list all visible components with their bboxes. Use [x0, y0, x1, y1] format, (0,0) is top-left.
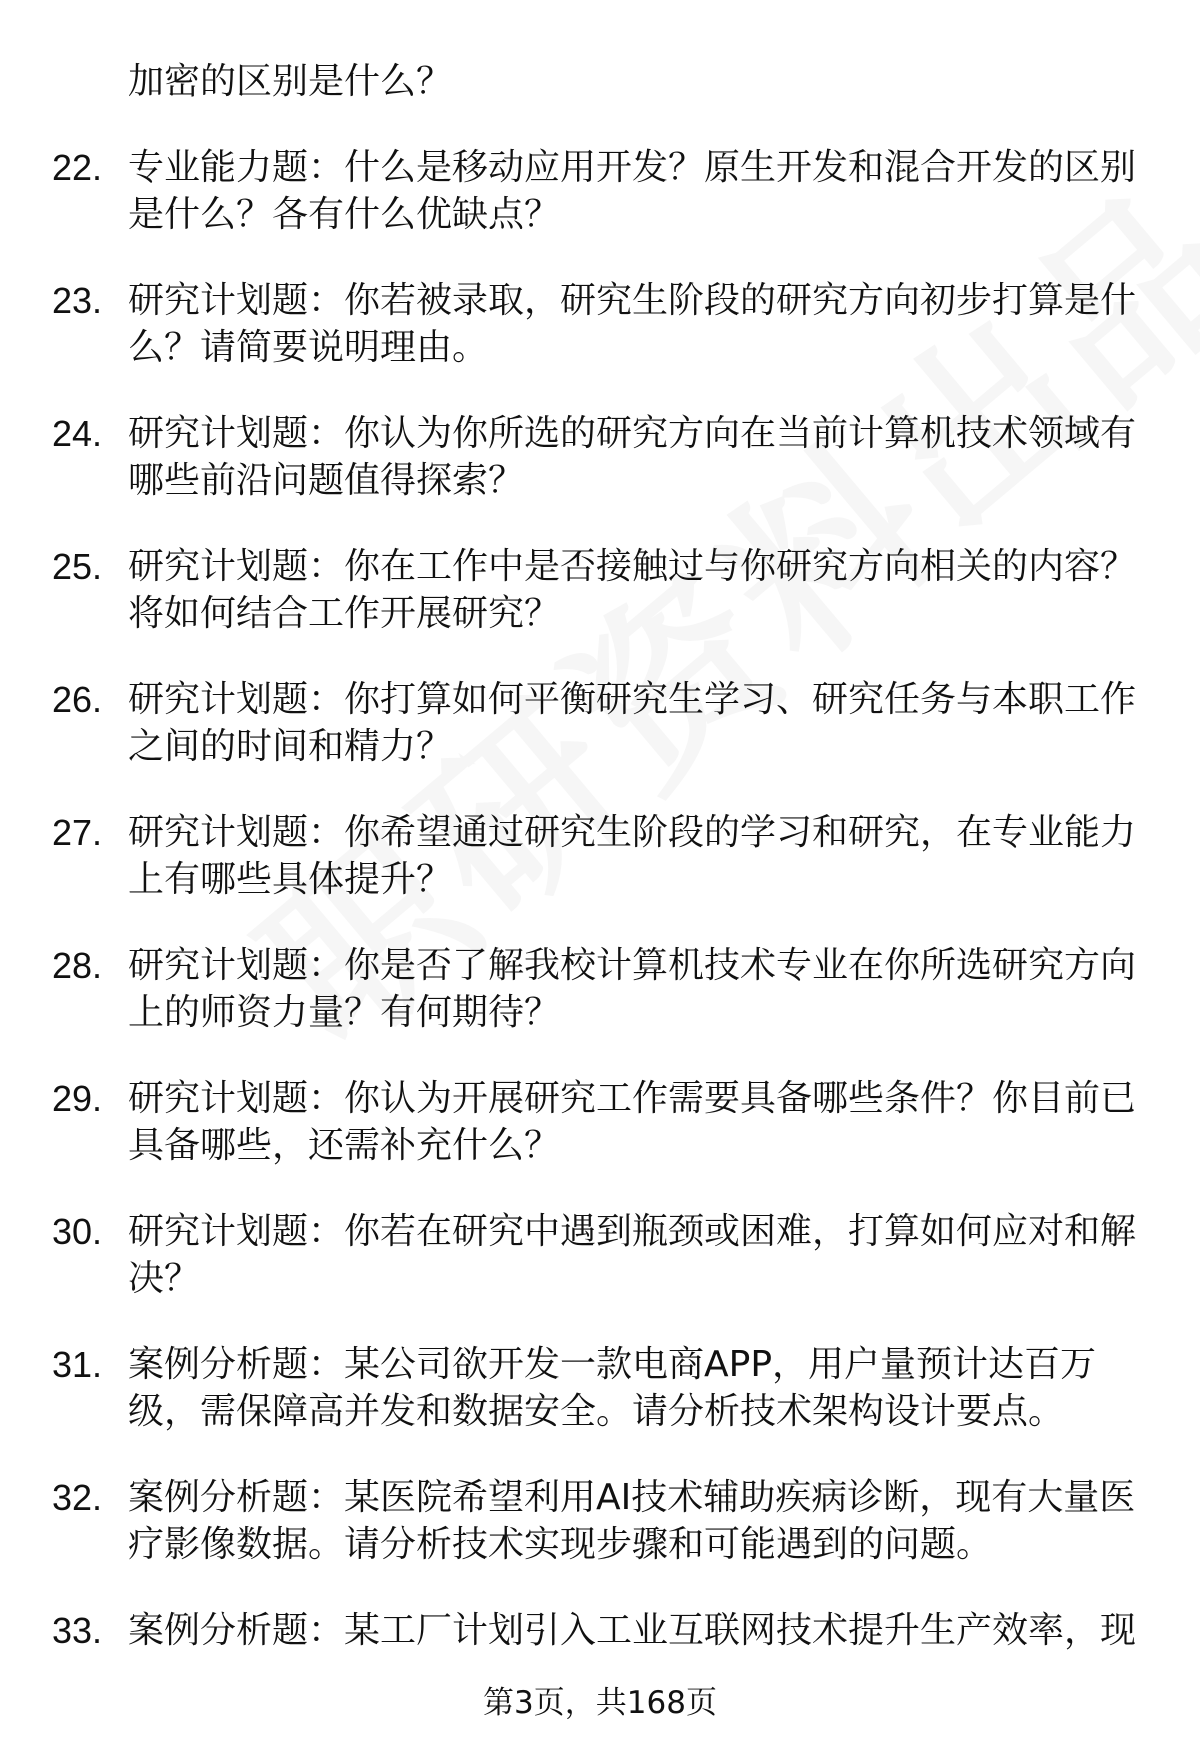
list-item [0, 809, 1200, 903]
item-number: 31. [52, 1344, 103, 1385]
list-item [0, 277, 1200, 371]
item-text: 加密的区别是什么？ [128, 61, 453, 102]
list-item [0, 144, 1200, 238]
page-footer: 第3页，共168页 [483, 1685, 717, 1721]
item-number: 29. [52, 1078, 103, 1119]
item-number: 22. [52, 147, 103, 188]
item-text: 研究计划题：你认为你所选的研究方向在当前计算机技术领域有哪些前沿问题值得探索？ [128, 413, 1137, 501]
item-number: 26. [52, 679, 103, 720]
item-text: 研究计划题：你若被录取，研究生阶段的研究方向初步打算是什么？请简要说明理由。 [128, 280, 1137, 368]
item-text: 案例分析题：某公司欲开发一款电商APP，用户量预计达百万级，需保障高并发和数据安全。请分析技术架构设计要点。 [128, 1344, 1097, 1432]
item-number: 32. [52, 1477, 103, 1518]
item-number: 33. [52, 1610, 103, 1651]
list-item [0, 1474, 1200, 1568]
list-item [0, 1341, 1200, 1435]
item-text: 专业能力题：什么是移动应用开发？原生开发和混合开发的区别是什么？各有什么优缺点？ [128, 147, 1137, 235]
item-number: 28. [52, 945, 103, 986]
item-text: 研究计划题：你认为开展研究工作需要具备哪些条件？你目前已具备哪些，还需补充什么？ [128, 1078, 1137, 1166]
item-text: 案例分析题：某医院希望利用AI技术辅助疾病诊断，现有大量医疗影像数据。请分析技术实现步骤和可能遇到的问题。 [128, 1477, 1136, 1565]
item-number: 30. [52, 1211, 103, 1252]
item-text: 研究计划题：你是否了解我校计算机技术专业在你所选研究方向上的师资力量？有何期待？ [128, 945, 1137, 1033]
list-item [0, 58, 1200, 105]
item-text: 研究计划题：你打算如何平衡研究生学习、研究任务与本职工作之间的时间和精力？ [128, 679, 1137, 767]
list-item [0, 1075, 1200, 1169]
item-number: 27. [52, 812, 103, 853]
item-text: 研究计划题：你在工作中是否接触过与你研究方向相关的内容？将如何结合工作开展研究？ [128, 546, 1137, 634]
item-number: 25. [52, 546, 103, 587]
list-item [0, 1208, 1200, 1302]
list-item [0, 410, 1200, 504]
list-item [0, 543, 1200, 637]
item-number: 24. [52, 413, 103, 454]
item-text: 研究计划题：你若在研究中遇到瓶颈或困难，打算如何应对和解决？ [128, 1211, 1137, 1299]
item-number: 23. [52, 280, 103, 321]
list-item [0, 676, 1200, 770]
item-text: 案例分析题：某工厂计划引入工业互联网技术提升生产效率，现 [128, 1610, 1137, 1651]
question-list [0, 58, 1200, 1693]
item-text: 研究计划题：你希望通过研究生阶段的学习和研究，在专业能力上有哪些具体提升？ [128, 812, 1137, 900]
list-item [0, 1607, 1200, 1654]
list-item [0, 942, 1200, 1036]
